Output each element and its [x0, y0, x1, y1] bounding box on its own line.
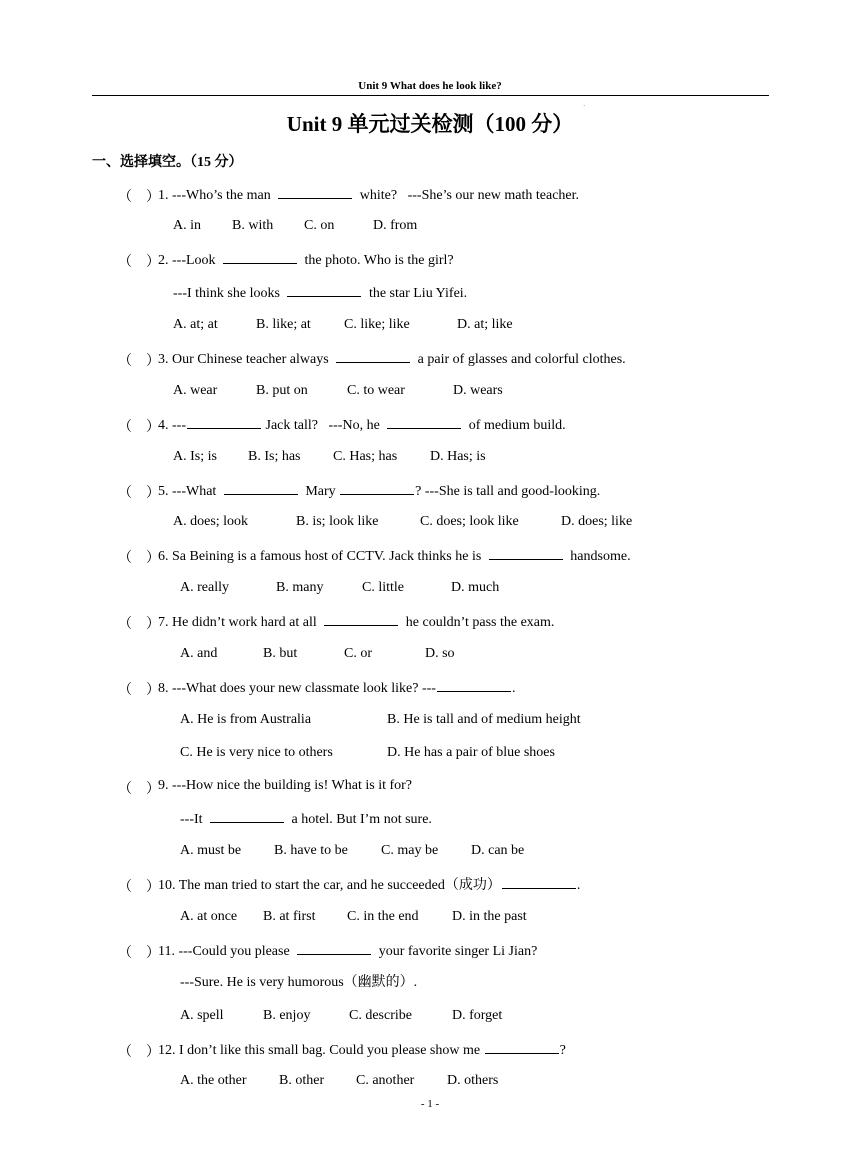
question-number: 5.	[158, 484, 169, 499]
answer-blank	[210, 810, 284, 823]
answer-blank	[340, 482, 414, 495]
question-text: ? ---She is tall and good-looking.	[415, 484, 601, 499]
question-text: ---Could you please	[178, 944, 290, 959]
question-text: ---Who’s the man	[172, 188, 271, 203]
option-a: A. at; at	[173, 317, 218, 332]
option-c: C. or	[344, 646, 372, 661]
option-b: B. He is tall and of medium height	[387, 712, 581, 727]
option-d: D. He has a pair of blue shoes	[387, 745, 555, 760]
answer-paren: （ ）	[118, 486, 160, 501]
question-text: white?	[359, 188, 398, 203]
option-a: A. the other	[180, 1073, 247, 1088]
question-text: ---What	[172, 484, 217, 499]
question-text: the star Liu Yifei.	[368, 286, 468, 301]
option-c: C. little	[362, 580, 404, 595]
option-c: C. He is very nice to others	[180, 745, 333, 760]
option-c: C. to wear	[347, 383, 405, 398]
option-b: B. but	[263, 646, 298, 661]
answer-blank	[485, 1041, 559, 1054]
option-c: C. in the end	[347, 909, 419, 924]
option-c: C. may be	[381, 843, 439, 858]
question-text: Mary	[305, 484, 336, 499]
option-a: A. in	[173, 218, 201, 233]
question-text: .	[576, 878, 581, 893]
answer-blank	[489, 547, 563, 560]
question-text: ---Look	[172, 253, 216, 268]
option-b: B. Is; has	[248, 449, 301, 464]
answer-paren: （ ）	[118, 1045, 160, 1060]
question-4-line	[158, 416, 566, 434]
question-number: 8.	[158, 681, 169, 696]
question-8-line	[158, 679, 515, 697]
answer-paren: （ ）	[118, 190, 160, 205]
option-d: D. Has; is	[430, 449, 486, 464]
question-2-line	[158, 251, 454, 269]
answer-blank	[223, 251, 297, 264]
option-b: B. many	[276, 580, 324, 595]
answer-paren: （ ）	[118, 354, 160, 369]
dot-mark: ·	[583, 102, 586, 110]
option-a: A. and	[180, 646, 218, 661]
option-b: B. have to be	[274, 843, 348, 858]
option-b: B. other	[279, 1073, 325, 1088]
question-text: of medium build.	[468, 418, 566, 433]
answer-blank	[287, 284, 361, 297]
answer-paren: （ ）	[118, 683, 160, 698]
option-a: A. spell	[180, 1008, 224, 1023]
question-text: I don’t like this small bag. Could you please show me	[179, 1043, 481, 1058]
option-d: D. in the past	[452, 909, 527, 924]
answer-blank	[187, 416, 261, 429]
option-d: D. much	[451, 580, 500, 595]
question-1-line	[158, 186, 579, 204]
option-d: D. does; like	[561, 514, 633, 529]
answer-blank	[297, 942, 371, 955]
question-text: he couldn’t pass the exam.	[405, 615, 555, 630]
option-a: A. must be	[180, 843, 242, 858]
option-a: A. does; look	[173, 514, 249, 529]
question-text: the photo. Who is the girl?	[304, 253, 454, 268]
option-d: D. forget	[452, 1008, 503, 1023]
question-3-line	[158, 350, 626, 368]
option-b: B. at first	[263, 909, 316, 924]
question-number: 10.	[158, 878, 176, 893]
question-text: ---It	[180, 812, 203, 827]
question-text: Sa Beining is a famous host of CCTV. Jack thinks he is	[172, 549, 482, 564]
option-c: C. describe	[349, 1008, 412, 1023]
option-c: C. on	[304, 218, 335, 233]
option-d: D. wears	[453, 383, 503, 398]
answer-paren: （ ）	[118, 782, 160, 797]
answer-paren: （ ）	[118, 420, 160, 435]
question-7-line	[158, 613, 554, 631]
question-text: Jack tall?	[265, 418, 318, 433]
answer-paren: （ ）	[118, 880, 160, 895]
question-11-line	[158, 942, 537, 960]
option-c: C. Has; has	[333, 449, 398, 464]
option-c: C. another	[356, 1073, 415, 1088]
section-heading: 一、选择填空。（15 分）	[92, 155, 243, 170]
question-9-line-2	[180, 810, 432, 828]
question-text: ?	[559, 1043, 566, 1058]
question-number: 12.	[158, 1043, 176, 1058]
answer-paren: （ ）	[118, 617, 160, 632]
question-number: 3.	[158, 352, 169, 367]
question-text: ---What does your new classmate look like? ---	[172, 681, 436, 696]
running-header: Unit 9 What does he look like?	[358, 80, 502, 92]
option-b: B. put on	[256, 383, 308, 398]
question-text: a hotel. But I’m not sure.	[291, 812, 432, 827]
page-title: Unit 9 单元过关检测（100 分）	[286, 112, 574, 136]
option-a: A. at once	[180, 909, 238, 924]
option-c: C. does; look like	[420, 514, 519, 529]
question-9-line	[158, 778, 412, 794]
option-c: C. like; like	[344, 317, 410, 332]
header-rule	[92, 95, 769, 96]
question-2-line-2	[173, 284, 467, 302]
option-d: D. at; like	[457, 317, 513, 332]
answer-blank	[224, 482, 298, 495]
answer-paren: （ ）	[118, 946, 160, 961]
question-12-line	[158, 1041, 566, 1059]
question-text: ---How nice the building is! What is it for?	[172, 778, 413, 793]
question-number: 1.	[158, 188, 169, 203]
answer-blank	[437, 679, 511, 692]
question-text: a pair of glasses and colorful clothes.	[417, 352, 626, 367]
question-text: .	[511, 681, 516, 696]
option-d: D. others	[447, 1073, 499, 1088]
question-number: 4.	[158, 418, 169, 433]
answer-blank	[324, 613, 398, 626]
question-5-line	[158, 482, 600, 500]
question-11-line-2	[180, 975, 417, 991]
option-b: B. is; look like	[296, 514, 379, 529]
answer-blank	[502, 876, 576, 889]
question-number: 7.	[158, 615, 169, 630]
page-number: - 1 -	[420, 1098, 440, 1110]
option-b: B. with	[232, 218, 274, 233]
question-text: He didn’t work hard at all	[172, 615, 317, 630]
answer-blank	[387, 416, 461, 429]
question-number: 6.	[158, 549, 169, 564]
option-a: A. really	[180, 580, 229, 595]
question-number: 2.	[158, 253, 169, 268]
question-number: 11.	[158, 944, 175, 959]
option-a: A. Is; is	[173, 449, 217, 464]
question-text: ---I think she looks	[173, 286, 280, 301]
answer-paren: （ ）	[118, 551, 160, 566]
question-text: ---No, he	[328, 418, 380, 433]
question-text: ---Sure. He is very humorous（幽默的）.	[180, 975, 418, 990]
answer-blank	[278, 186, 352, 199]
option-a: A. wear	[173, 383, 218, 398]
question-number: 9.	[158, 778, 169, 793]
option-a: A. He is from Australia	[180, 712, 312, 727]
question-text: Our Chinese teacher always	[172, 352, 329, 367]
question-text: your favorite singer Li Jian?	[378, 944, 538, 959]
question-text: ---	[172, 418, 186, 433]
answer-paren: （ ）	[118, 255, 160, 270]
option-d: D. can be	[471, 843, 525, 858]
question-6-line	[158, 547, 631, 565]
option-d: D. from	[373, 218, 418, 233]
option-b: B. like; at	[256, 317, 311, 332]
answer-blank	[336, 350, 410, 363]
option-b: B. enjoy	[263, 1008, 311, 1023]
question-text: The man tried to start the car, and he succeeded（成功）	[178, 878, 501, 893]
question-10-line	[158, 876, 580, 894]
option-d: D. so	[425, 646, 455, 661]
question-text: handsome.	[570, 549, 631, 564]
question-text: ---She’s our new math teacher.	[407, 188, 580, 203]
